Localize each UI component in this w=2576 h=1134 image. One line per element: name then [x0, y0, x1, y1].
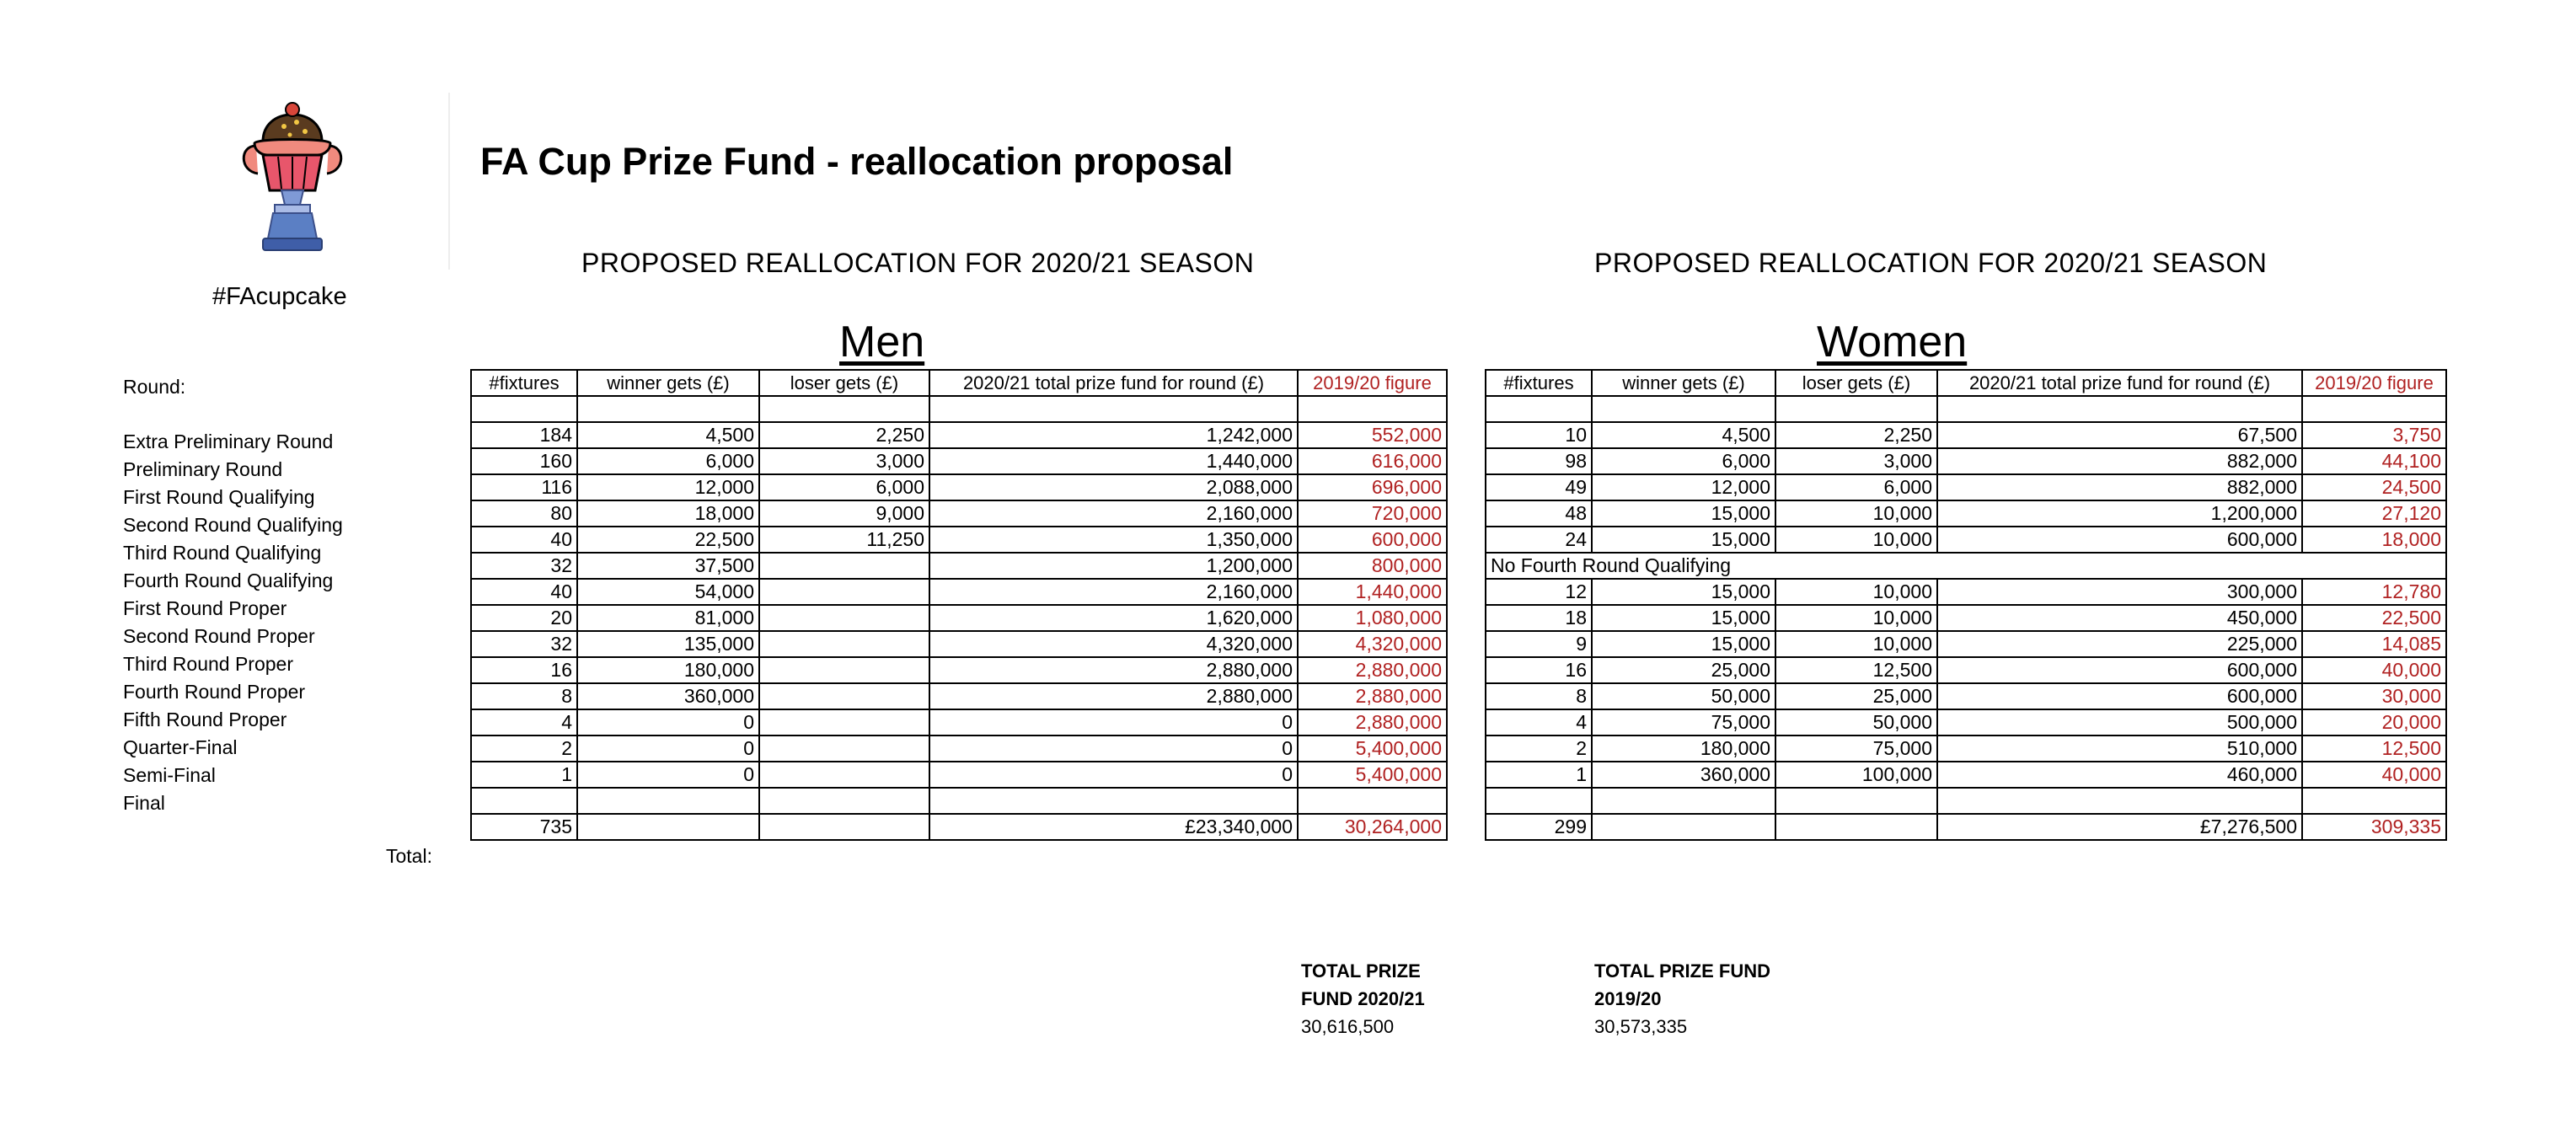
winner-gets-cell: 135,000: [577, 631, 759, 657]
fixtures-cell: 1: [1486, 762, 1592, 788]
loser-gets-cell: [759, 553, 929, 579]
winner-gets-cell: 54,000: [577, 579, 759, 605]
previous-figure-cell: 800,000: [1298, 553, 1447, 579]
total-prize-fund-cell: 2,160,000: [929, 579, 1298, 605]
table-row: [471, 579, 1447, 605]
column-header: 2020/21 total prize fund for round (£): [1937, 370, 2302, 396]
column-header: #fixtures: [471, 370, 577, 396]
loser-gets-cell: 3,000: [1775, 448, 1937, 474]
loser-gets-cell: [759, 657, 929, 683]
loser-gets-cell: [759, 579, 929, 605]
loser-gets-cell: 2,250: [759, 422, 929, 448]
column-header: winner gets (£): [577, 370, 759, 396]
table-row: [1486, 657, 2446, 683]
total-loser-gets-cell: [759, 814, 929, 840]
total-winner-gets-cell: [1592, 814, 1775, 840]
previous-figure-cell: 616,000: [1298, 448, 1447, 474]
fixtures-cell: 32: [471, 553, 577, 579]
header-row: [471, 370, 1447, 396]
winner-gets-cell: 180,000: [577, 657, 759, 683]
total-prize-fund-cell: 4,320,000: [929, 631, 1298, 657]
table-row: [1486, 579, 2446, 605]
winner-gets-cell: 15,000: [1592, 631, 1775, 657]
loser-gets-cell: [759, 631, 929, 657]
fixtures-cell: 49: [1486, 474, 1592, 500]
table-row: [1486, 553, 2446, 579]
round-label: Final: [123, 792, 165, 814]
winner-gets-cell: 6,000: [577, 448, 759, 474]
winner-gets-cell: 12,000: [1592, 474, 1775, 500]
previous-figure-cell: 24,500: [2302, 474, 2446, 500]
previous-figure-cell: 1,080,000: [1298, 605, 1447, 631]
winner-gets-cell: 50,000: [1592, 683, 1775, 709]
previous-figure-cell: 2,880,000: [1298, 683, 1447, 709]
table-row: [471, 735, 1447, 762]
round-label: Extra Preliminary Round: [123, 431, 334, 452]
table-row: [471, 422, 1447, 448]
empty-cell: [929, 396, 1298, 422]
fixtures-cell: 2: [471, 735, 577, 762]
empty-cell: [1937, 396, 2302, 422]
round-label: First Round Proper: [123, 597, 287, 619]
table-row: [471, 683, 1447, 709]
total-previous-figure-cell: 309,335: [2302, 814, 2446, 840]
winner-gets-cell: 0: [577, 735, 759, 762]
total-fixtures-cell: 299: [1486, 814, 1592, 840]
loser-gets-cell: 11,250: [759, 527, 929, 553]
previous-figure-cell: 18,000: [2302, 527, 2446, 553]
fixtures-cell: 4: [1486, 709, 1592, 735]
winner-gets-cell: 22,500: [577, 527, 759, 553]
winner-gets-cell: 15,000: [1592, 500, 1775, 527]
table-row: [1486, 500, 2446, 527]
loser-gets-cell: 10,000: [1775, 631, 1937, 657]
winner-gets-cell: 37,500: [577, 553, 759, 579]
empty-cell: [1486, 396, 1592, 422]
table-row: [1486, 474, 2446, 500]
empty-cell: [759, 396, 929, 422]
previous-figure-cell: 22,500: [2302, 605, 2446, 631]
loser-gets-cell: 6,000: [1775, 474, 1937, 500]
total-prize-fund-cell: 600,000: [1937, 657, 2302, 683]
loser-gets-cell: 12,500: [1775, 657, 1937, 683]
fixtures-cell: 12: [1486, 579, 1592, 605]
table-row: [471, 762, 1447, 788]
winner-gets-cell: 25,000: [1592, 657, 1775, 683]
winner-gets-cell: 81,000: [577, 605, 759, 631]
empty-cell: [1775, 788, 1937, 814]
column-header: loser gets (£): [759, 370, 929, 396]
fixtures-cell: 9: [1486, 631, 1592, 657]
loser-gets-cell: [759, 762, 929, 788]
previous-figure-cell: 44,100: [2302, 448, 2446, 474]
total-prize-fund-cell: 0: [929, 762, 1298, 788]
total-prize-fund-cell: 2,160,000: [929, 500, 1298, 527]
column-header: winner gets (£): [1592, 370, 1775, 396]
fixtures-cell: 98: [1486, 448, 1592, 474]
round-label: Third Round Qualifying: [123, 542, 322, 564]
table-row: [471, 657, 1447, 683]
fixtures-cell: 116: [471, 474, 577, 500]
fixtures-cell: 48: [1486, 500, 1592, 527]
loser-gets-cell: 10,000: [1775, 579, 1937, 605]
round-label: Fourth Round Proper: [123, 681, 306, 703]
table-row: [471, 605, 1447, 631]
total-prize-fund-cell: 600,000: [1937, 527, 2302, 553]
total-prize-fund-cell: 882,000: [1937, 448, 2302, 474]
loser-gets-cell: 10,000: [1775, 605, 1937, 631]
fixtures-cell: 8: [1486, 683, 1592, 709]
table-row: [1486, 527, 2446, 553]
previous-figure-cell: 696,000: [1298, 474, 1447, 500]
fixtures-cell: 8: [471, 683, 577, 709]
fixtures-cell: 1: [471, 762, 577, 788]
total-prize-fund-cell: 1,200,000: [929, 553, 1298, 579]
empty-cell: [1592, 396, 1775, 422]
fixtures-cell: 160: [471, 448, 577, 474]
loser-gets-cell: 3,000: [759, 448, 929, 474]
loser-gets-cell: [759, 683, 929, 709]
previous-figure-cell: 552,000: [1298, 422, 1447, 448]
total-winner-gets-cell: [577, 814, 759, 840]
total-row: [471, 814, 1447, 840]
previous-figure-cell: 14,085: [2302, 631, 2446, 657]
fixtures-cell: 10: [1486, 422, 1592, 448]
table-row: [471, 709, 1447, 735]
total-fund-2019-label-1: TOTAL PRIZE FUND: [1594, 960, 1770, 982]
winner-gets-cell: 15,000: [1592, 579, 1775, 605]
round-label: Second Round Qualifying: [123, 514, 343, 536]
total-prize-fund-cell: 2,088,000: [929, 474, 1298, 500]
winner-gets-cell: 180,000: [1592, 735, 1775, 762]
previous-figure-cell: 30,000: [2302, 683, 2446, 709]
loser-gets-cell: 100,000: [1775, 762, 1937, 788]
empty-cell: [759, 788, 929, 814]
empty-cell: [471, 396, 577, 422]
total-prize-fund-cell: 67,500: [1937, 422, 2302, 448]
previous-figure-cell: 27,120: [2302, 500, 2446, 527]
total-prize-fund-cell: 1,440,000: [929, 448, 1298, 474]
table-row: [471, 474, 1447, 500]
total-fixtures-cell: 735: [471, 814, 577, 840]
table-row: [1486, 735, 2446, 762]
winner-gets-cell: 15,000: [1592, 605, 1775, 631]
loser-gets-cell: [759, 709, 929, 735]
round-label: Preliminary Round: [123, 458, 283, 480]
total-fund-2019-value: 30,573,335: [1594, 1016, 1688, 1037]
empty-cell: [929, 788, 1298, 814]
previous-figure-cell: 12,780: [2302, 579, 2446, 605]
empty-cell: [1486, 788, 1592, 814]
loser-gets-cell: 10,000: [1775, 500, 1937, 527]
total-prize-fund-cell: 1,242,000: [929, 422, 1298, 448]
winner-gets-cell: 15,000: [1592, 527, 1775, 553]
previous-figure-cell: 20,000: [2302, 709, 2446, 735]
winner-gets-cell: 18,000: [577, 500, 759, 527]
winner-gets-cell: 4,500: [1592, 422, 1775, 448]
empty-cell: [2302, 788, 2446, 814]
total-prize-fund-cell: 0: [929, 735, 1298, 762]
winner-gets-cell: 4,500: [577, 422, 759, 448]
loser-gets-cell: 50,000: [1775, 709, 1937, 735]
column-header: loser gets (£): [1775, 370, 1937, 396]
fixtures-cell: 32: [471, 631, 577, 657]
table-row: [471, 631, 1447, 657]
men-section-heading: PROPOSED REALLOCATION FOR 2020/21 SEASON: [581, 248, 1255, 278]
loser-gets-cell: 2,250: [1775, 422, 1937, 448]
table-row: [471, 500, 1447, 527]
empty-cell: [471, 788, 577, 814]
empty-cell: [1775, 396, 1937, 422]
round-labels: [123, 428, 343, 817]
empty-cell: [1298, 788, 1447, 814]
previous-figure-cell: 1,440,000: [1298, 579, 1447, 605]
column-header: 2019/20 figure: [1298, 370, 1447, 396]
round-note: No Fourth Round Qualifying: [1486, 553, 2302, 579]
winner-gets-cell: 0: [577, 709, 759, 735]
previous-figure-cell: 2,880,000: [1298, 657, 1447, 683]
empty-cell: [1298, 396, 1447, 422]
round-label: Fourth Round Qualifying: [123, 570, 334, 591]
round-label: First Round Qualifying: [123, 486, 315, 508]
total-row: [1486, 814, 2446, 840]
empty-cell: [2302, 396, 2446, 422]
total-fund-2020-label-1: TOTAL PRIZE: [1301, 960, 1421, 982]
total-prize-fund-cell: 882,000: [1937, 474, 2302, 500]
fixtures-cell: 16: [471, 657, 577, 683]
loser-gets-cell: 10,000: [1775, 527, 1937, 553]
blank-row: [1486, 396, 2446, 422]
total-prize-fund-cell: 500,000: [1937, 709, 2302, 735]
table-row: [471, 448, 1447, 474]
fixtures-cell: 20: [471, 605, 577, 631]
total-prize-fund-cell: 600,000: [1937, 683, 2302, 709]
previous-figure-cell: 12,500: [2302, 735, 2446, 762]
total-prize-fund-cell: 1,200,000: [1937, 500, 2302, 527]
men-heading: Men: [839, 318, 925, 366]
loser-gets-cell: [759, 605, 929, 631]
winner-gets-cell: 360,000: [1592, 762, 1775, 788]
total-fund-2020-summary: [1301, 957, 1425, 1040]
previous-figure-cell: 5,400,000: [1298, 762, 1447, 788]
fixtures-cell: 4: [471, 709, 577, 735]
table-row: [1486, 605, 2446, 631]
table-row: [1486, 422, 2446, 448]
total-prize-fund-cell: 2,880,000: [929, 657, 1298, 683]
previous-figure-cell: 3,750: [2302, 422, 2446, 448]
blank-row: [471, 788, 1447, 814]
total-previous-figure-cell: 30,264,000: [1298, 814, 1447, 840]
column-header: 2019/20 figure: [2302, 370, 2446, 396]
previous-figure-cell: 4,320,000: [1298, 631, 1447, 657]
total-label: Total:: [386, 845, 432, 867]
round-heading: Round:: [123, 376, 186, 398]
empty-cell: [1592, 788, 1775, 814]
total-prize-fund-cell: 450,000: [1937, 605, 2302, 631]
total-fund-2020-value: 30,616,500: [1301, 1016, 1395, 1037]
winner-gets-cell: 12,000: [577, 474, 759, 500]
table-row: [1486, 683, 2446, 709]
total-fund-2019-summary: [1594, 957, 1770, 1040]
total-total-prize-fund-cell: £7,276,500: [1937, 814, 2302, 840]
round-label: Third Round Proper: [123, 653, 293, 675]
hashtag: #FAcupcake: [212, 283, 347, 310]
total-loser-gets-cell: [1775, 814, 1937, 840]
previous-figure-cell: 720,000: [1298, 500, 1447, 527]
empty-cell: [2302, 553, 2446, 579]
table-row: [1486, 762, 2446, 788]
round-label: Quarter-Final: [123, 736, 238, 758]
header-row: [1486, 370, 2446, 396]
fixtures-cell: 80: [471, 500, 577, 527]
fixtures-cell: 40: [471, 527, 577, 553]
page-title: FA Cup Prize Fund - reallocation proposal: [480, 140, 1234, 183]
loser-gets-cell: [759, 735, 929, 762]
total-prize-fund-cell: 225,000: [1937, 631, 2302, 657]
women-section-heading: PROPOSED REALLOCATION FOR 2020/21 SEASON: [1594, 248, 2268, 278]
table-row: [471, 553, 1447, 579]
total-fund-2019-label-2: 2019/20: [1594, 988, 1662, 1009]
fixtures-cell: 24: [1486, 527, 1592, 553]
fixtures-cell: 2: [1486, 735, 1592, 762]
total-prize-fund-cell: 0: [929, 709, 1298, 735]
round-label: Fifth Round Proper: [123, 709, 287, 730]
previous-figure-cell: 40,000: [2302, 762, 2446, 788]
previous-figure-cell: 5,400,000: [1298, 735, 1447, 762]
divider: [448, 93, 450, 270]
total-total-prize-fund-cell: £23,340,000: [929, 814, 1298, 840]
fixtures-cell: 40: [471, 579, 577, 605]
loser-gets-cell: 25,000: [1775, 683, 1937, 709]
round-label: Second Round Proper: [123, 625, 315, 647]
fixtures-cell: 16: [1486, 657, 1592, 683]
empty-cell: [577, 396, 759, 422]
women-prize-table: [1485, 369, 2447, 841]
winner-gets-cell: 0: [577, 762, 759, 788]
men-prize-table: [470, 369, 1448, 841]
column-header: 2020/21 total prize fund for round (£): [929, 370, 1298, 396]
total-prize-fund-cell: 1,620,000: [929, 605, 1298, 631]
table-row: [1486, 631, 2446, 657]
previous-figure-cell: 2,880,000: [1298, 709, 1447, 735]
winner-gets-cell: 6,000: [1592, 448, 1775, 474]
women-heading: Women: [1817, 318, 1968, 366]
total-prize-fund-cell: 300,000: [1937, 579, 2302, 605]
table-row: [1486, 448, 2446, 474]
winner-gets-cell: 360,000: [577, 683, 759, 709]
fixtures-cell: 184: [471, 422, 577, 448]
cupcake-trophy-icon: [238, 99, 347, 259]
empty-cell: [577, 788, 759, 814]
empty-cell: [1937, 788, 2302, 814]
blank-row: [471, 396, 1447, 422]
total-fund-2020-label-2: FUND 2020/21: [1301, 988, 1425, 1009]
previous-figure-cell: 600,000: [1298, 527, 1447, 553]
loser-gets-cell: 75,000: [1775, 735, 1937, 762]
facupcake-logo: [238, 99, 347, 259]
column-header: #fixtures: [1486, 370, 1592, 396]
blank-row: [1486, 788, 2446, 814]
table-row: [471, 527, 1447, 553]
total-prize-fund-cell: 1,350,000: [929, 527, 1298, 553]
total-prize-fund-cell: 2,880,000: [929, 683, 1298, 709]
round-label: Semi-Final: [123, 764, 216, 786]
previous-figure-cell: 40,000: [2302, 657, 2446, 683]
loser-gets-cell: 6,000: [759, 474, 929, 500]
total-prize-fund-cell: 510,000: [1937, 735, 2302, 762]
fixtures-cell: 18: [1486, 605, 1592, 631]
total-prize-fund-cell: 460,000: [1937, 762, 2302, 788]
winner-gets-cell: 75,000: [1592, 709, 1775, 735]
table-row: [1486, 709, 2446, 735]
loser-gets-cell: 9,000: [759, 500, 929, 527]
